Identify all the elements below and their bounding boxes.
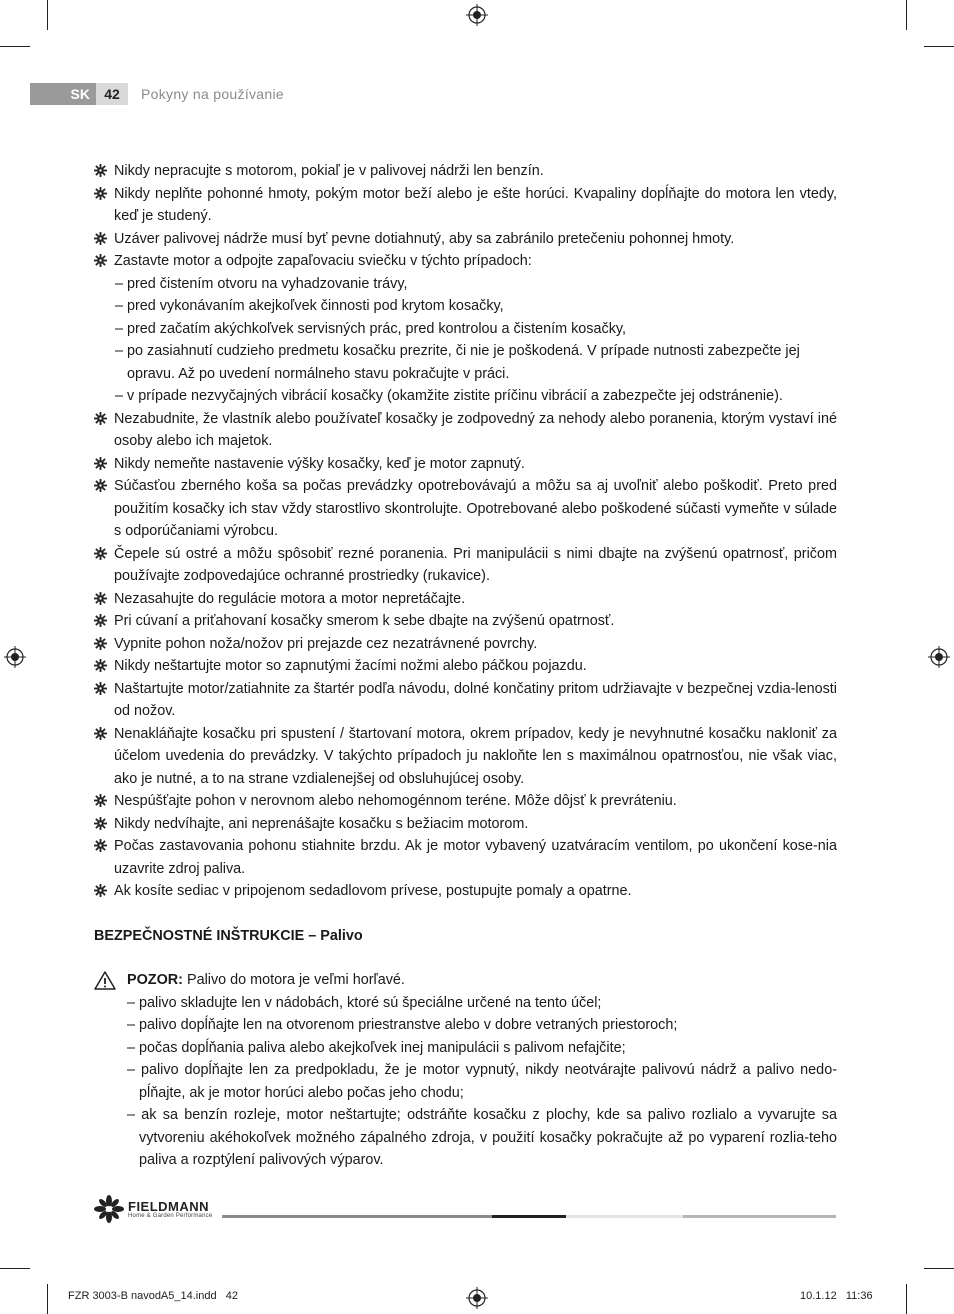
gear-bullet-icon xyxy=(94,254,107,267)
brand-tagline: Home & Garden Performance xyxy=(128,1212,213,1219)
warning-block xyxy=(94,969,837,992)
crop-mark xyxy=(0,46,30,47)
bullet-text: Pri cúvaní a priťahovaní kosačky smerom k sebe dbajte na zvýšenú opatrnosť. xyxy=(114,613,615,629)
gear-bullet-icon xyxy=(94,839,107,852)
bullet-text: Nikdy neštartujte motor so zapnutými žacími nožmi alebo páčkou pojazdu. xyxy=(114,658,587,674)
warning-text: Palivo do motora je veľmi horľavé. xyxy=(182,972,405,988)
bullet-item xyxy=(94,228,837,251)
gear-bullet-icon xyxy=(94,637,107,650)
registration-mark-icon xyxy=(928,646,950,668)
dash-item xyxy=(94,318,837,341)
page-header xyxy=(30,83,130,105)
footer-bar xyxy=(683,1215,836,1218)
crop-mark xyxy=(924,46,954,47)
dash-item xyxy=(94,340,837,385)
registration-mark-icon xyxy=(4,646,26,668)
bullet-text: Nenakláňajte kosačku pri spustení / štartovaní motora, okrem prípadov, kedy je nevyhnutné kosačku nakloniť za účelom uvedenia do prevádzky. V takýchto prípadoch ju nakloňte len s maximálnou opatrnosťou, nie však viac, ako je nutné, a to na strane vzdialenejšej od obsluhujúcej osoby. xyxy=(114,725,837,787)
bullet-item xyxy=(94,790,837,813)
crop-mark xyxy=(47,0,48,30)
gear-bullet-icon xyxy=(94,547,107,560)
dash-item xyxy=(94,385,837,408)
crop-mark xyxy=(0,1268,30,1269)
footer-bar xyxy=(566,1215,683,1218)
bullet-text: Nikdy neplňte pohonné hmoty, pokým motor beží alebo je ešte horúci. Kvapaliny dopĺňajte do motora len vtedy, keď je studený. xyxy=(114,185,837,224)
bullet-text: Uzáver palivovej nádrže musí byť pevne dotiahnutý, aby sa zabránilo pretečeniu pohonnej hmoty. xyxy=(114,230,735,247)
bullet-item xyxy=(94,588,837,611)
bullet-text: Vypnite pohon noža/nožov pri prejazde cez nezatrávnené povrchy. xyxy=(114,635,538,652)
bullet-text: Súčasťou zberného koša sa počas prevádzky opotrebovávajú a môžu sa aj uvoľniť alebo poškodiť. Preto pred použitím kosačky ich stav vždy starostlivo skontrolujte. Opotrebované alebo poškodené súčasti vymeňte v súlade s odporúčaniami výrobcu. xyxy=(114,478,837,539)
bullet-item xyxy=(94,183,837,228)
document-body xyxy=(94,160,837,1172)
dash-text: – pred vykonávaním akejkoľvek činnosti pod krytom kosačky, xyxy=(115,298,504,314)
logo-text xyxy=(128,1200,212,1219)
bullet-item xyxy=(94,250,837,273)
footer-bar xyxy=(222,1215,492,1218)
bullet-item xyxy=(94,678,837,723)
page-title: Pokyny na používanie xyxy=(141,86,284,102)
print-datetime: 10.1.12 11:36 xyxy=(800,1290,873,1302)
safety-list xyxy=(94,160,837,903)
bullet-text: Nespúšťajte pohon v nerovnom alebo nehomogénnom teréne. Môže dôjsť k prevráteniu. xyxy=(114,793,677,809)
bullet-text: Nikdy nemeňte nastavenie výšky kosačky, keď je motor zapnutý. xyxy=(114,455,525,472)
warning-item: – palivo dopĺňajte len na otvorenom priestranstve alebo v dobre vetraných priestoroch; xyxy=(127,1017,678,1033)
gear-bullet-icon xyxy=(94,884,107,897)
warning-item: – palivo dopĺňajte len za predpokladu, že je motor vypnutý, nikdy neotvárajte palivovú nádrž a palivo nedo-pĺňajte, ak je motor horúci alebo počas jeho chodu; xyxy=(127,1062,837,1101)
bullet-item xyxy=(94,160,837,183)
bullet-text: Zastavte motor a odpojte zapaľovaciu sviečku v týchto prípadoch: xyxy=(114,253,532,269)
registration-mark-icon xyxy=(466,1287,488,1309)
bullet-item xyxy=(94,655,837,678)
bullet-text: Počas zastavovania pohonu stiahnite brzdu. Ak je motor vybavený uzatváracím ventilom, po ukončení kose-nia uzavrite zdroj paliva. xyxy=(114,838,837,877)
bullet-text: Nezabudnite, že vlastník alebo používateľ kosačky je zodpovedný za nehody alebo poranenia, ktorým vystaví iné osoby alebo ich majetok. xyxy=(114,410,837,449)
crop-mark xyxy=(924,1268,954,1269)
brand-logo xyxy=(94,1195,212,1223)
gear-bullet-icon xyxy=(94,479,107,492)
bullet-item xyxy=(94,723,837,791)
bullet-text: Ak kosíte sediac v pripojenom sedadlovom prívese, postupujte pomaly a opatrne. xyxy=(114,883,632,899)
brand-name: FIELDMANN xyxy=(128,1198,210,1214)
section-heading: BEZPEČNOSTNÉ INŠTRUKCIE – Palivo xyxy=(94,927,363,944)
dash-text: – v prípade nezvyčajných vibrácií kosačky (okamžite zistite príčinu vibrácií a zabezpečte jej odstránenie). xyxy=(115,388,783,404)
bullet-item xyxy=(94,453,837,476)
crop-mark xyxy=(47,1284,48,1314)
crop-mark xyxy=(906,0,907,30)
gear-bullet-icon xyxy=(94,794,107,807)
bullet-item xyxy=(94,475,837,543)
bullet-item xyxy=(94,408,837,453)
footer-bar xyxy=(492,1215,566,1218)
bullet-item xyxy=(94,813,837,836)
fieldmann-flower-icon xyxy=(94,1195,124,1223)
warning-item: – ak sa benzín rozleje, motor neštartujte; odstráňte kosačku z plochy, kde sa palivo rozlialo a vyvarujte sa vytvoreniu akéhokoľvek možného zápalného zdroja, v použití kosačky pokračujte až po vyparení rozlia-teho paliva a rozptýlení palivových výparov. xyxy=(127,1107,837,1168)
dash-text: – po zasiahnutí cudzieho predmetu kosačku prezrite, či nie je poškodená. V prípade nutnosti zabezpečte jej opravu. Až po uvedení normálneho stavu pokračujte v práci. xyxy=(115,343,800,382)
bullet-text: Nikdy nepracujte s motorom, pokiaľ je v palivovej nádrži len benzín. xyxy=(114,163,544,179)
bullet-text: Čepele sú ostré a môžu spôsobiť rezné poranenia. Pri manipulácii s nimi dbajte na zvýšenú opatrnosť, pričom používajte zodpovedajúce ochranné prostriedky (rukavice). xyxy=(114,545,837,584)
warning-list xyxy=(94,992,837,1172)
gear-bullet-icon xyxy=(94,164,107,177)
bullet-item xyxy=(94,835,837,880)
bullet-item xyxy=(94,633,837,656)
dash-text: – pred začatím akýchkoľvek servisných prác, pred kontrolou a čistením kosačky, xyxy=(115,320,627,337)
warning-item: – palivo skladujte len v nádobách, ktoré sú špeciálne určené na tento účel; xyxy=(127,994,602,1011)
page-number: 42 xyxy=(96,83,128,105)
bullet-text: Nezasahujte do regulácie motora a motor nepretáčajte. xyxy=(114,590,466,607)
gear-bullet-icon xyxy=(94,682,107,695)
bullet-text: Nikdy nedvíhajte, ani neprenášajte kosačku s bežiacim motorom. xyxy=(114,815,529,832)
bullet-text: Naštartujte motor/zatiahnite za štartér podľa návodu, dolné končatiny pritom udržiavajte v bezpečnej vzdia-lenosti od nožov. xyxy=(114,680,837,719)
crop-mark xyxy=(906,1284,907,1314)
gear-bullet-icon xyxy=(94,412,107,425)
bullet-item xyxy=(94,610,837,633)
gear-bullet-icon xyxy=(94,232,107,245)
warning-triangle-icon xyxy=(94,971,116,990)
print-file-info: FZR 3003-B navodA5_14.indd 42 xyxy=(68,1290,239,1302)
registration-mark-icon xyxy=(466,4,488,26)
dash-item xyxy=(94,295,837,318)
gear-bullet-icon xyxy=(94,592,107,605)
gear-bullet-icon xyxy=(94,727,107,740)
gear-bullet-icon xyxy=(94,457,107,470)
gear-bullet-icon xyxy=(94,659,107,672)
dash-item xyxy=(94,273,837,296)
gear-bullet-icon xyxy=(94,614,107,627)
language-badge: SK xyxy=(30,83,96,105)
bullet-item xyxy=(94,543,837,588)
bullet-item xyxy=(94,880,837,903)
dash-text: – pred čistením otvoru na vyhadzovanie trávy, xyxy=(115,275,408,292)
gear-bullet-icon xyxy=(94,817,107,830)
warning-item: – počas dopĺňania paliva alebo akejkoľvek inej manipulácii s palivom nefajčite; xyxy=(127,1039,626,1056)
gear-bullet-icon xyxy=(94,187,107,200)
warning-label: POZOR: xyxy=(127,972,183,988)
